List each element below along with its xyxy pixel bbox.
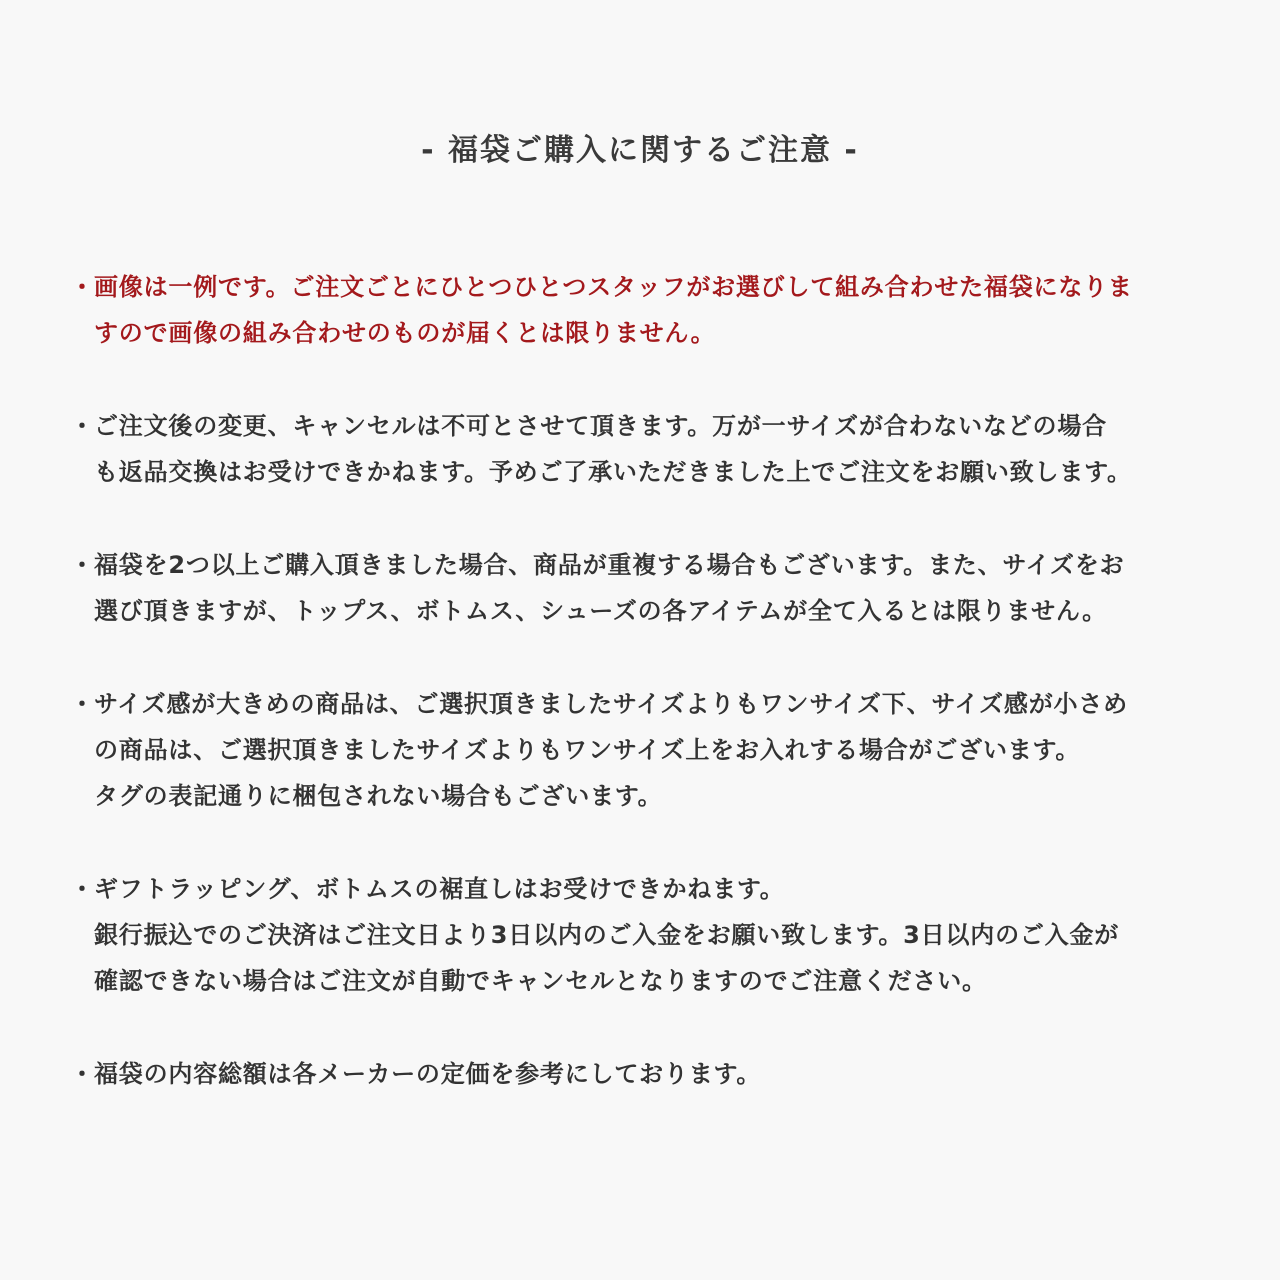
notice-line: ご注文後の変更、キャンセルは不可とさせて頂きます。万が一サイズが合わないなどの場合 — [94, 412, 1107, 440]
notice-text — [94, 264, 1230, 356]
notice-line: すので画像の組み合わせのものが届くとは限りません。 — [94, 319, 716, 347]
notice-text — [94, 866, 1230, 1004]
notice-item-payment — [70, 866, 1230, 1004]
notice-line: 画像は一例です。ご注文ごとにひとつひとつスタッフがお選びして組み合わせた福袋になりま — [94, 273, 1133, 301]
notice-line: 選び頂きますが、トップス、ボトムス、シューズの各アイテムが全て入るとは限りません。 — [94, 597, 1107, 625]
bullet-mark: ・ — [70, 1060, 95, 1088]
page-title: - 福袋ご購入に関するご注意 - — [421, 133, 859, 168]
notice-line: 銀行振込でのご決済はご注文日より3日以内のご入金をお願い致します。3日以内のご入金が — [94, 921, 1120, 949]
notice-text — [94, 681, 1230, 819]
notice-item-total-value — [70, 1051, 1230, 1097]
bullet-mark: ・ — [70, 273, 95, 301]
bullet-mark: ・ — [70, 875, 95, 903]
notice-line: タグの表記通りに梱包されない場合もございます。 — [94, 782, 663, 810]
notice-line: 福袋を2つ以上ご購入頂きました場合、商品が重複する場合もございます。また、サイズをお — [94, 551, 1125, 579]
notice-line: ギフトラッピング、ボトムスの裾直しはお受けできかねます。 — [94, 875, 785, 903]
notice-list — [70, 264, 1230, 1144]
bullet-mark: ・ — [70, 690, 95, 718]
notice-line: 福袋の内容総額は各メーカーの定価を参考にしております。 — [94, 1060, 762, 1088]
notice-line: も返品交換はお受けできかねます。予めご了承いただきました上でご注文をお願い致します。 — [94, 458, 1132, 486]
notice-item-sizing — [70, 681, 1230, 819]
notice-line: サイズ感が大きめの商品は、ご選択頂きましたサイズよりもワンサイズ下、サイズ感が小さめ — [94, 690, 1128, 718]
notice-item-duplicates — [70, 542, 1230, 634]
notice-text — [94, 403, 1230, 495]
notice-text — [94, 542, 1230, 634]
bullet-mark: ・ — [70, 551, 95, 579]
notice-item-cancellation — [70, 403, 1230, 495]
notice-text — [94, 1051, 1230, 1097]
notice-line: の商品は、ご選択頂きましたサイズよりもワンサイズ上をお入れする場合がございます。 — [94, 736, 1081, 764]
notice-line: 確認できない場合はご注文が自動でキャンセルとなりますのでご注意ください。 — [94, 967, 987, 995]
bullet-mark: ・ — [70, 412, 95, 440]
notice-item-example-image — [70, 264, 1230, 356]
